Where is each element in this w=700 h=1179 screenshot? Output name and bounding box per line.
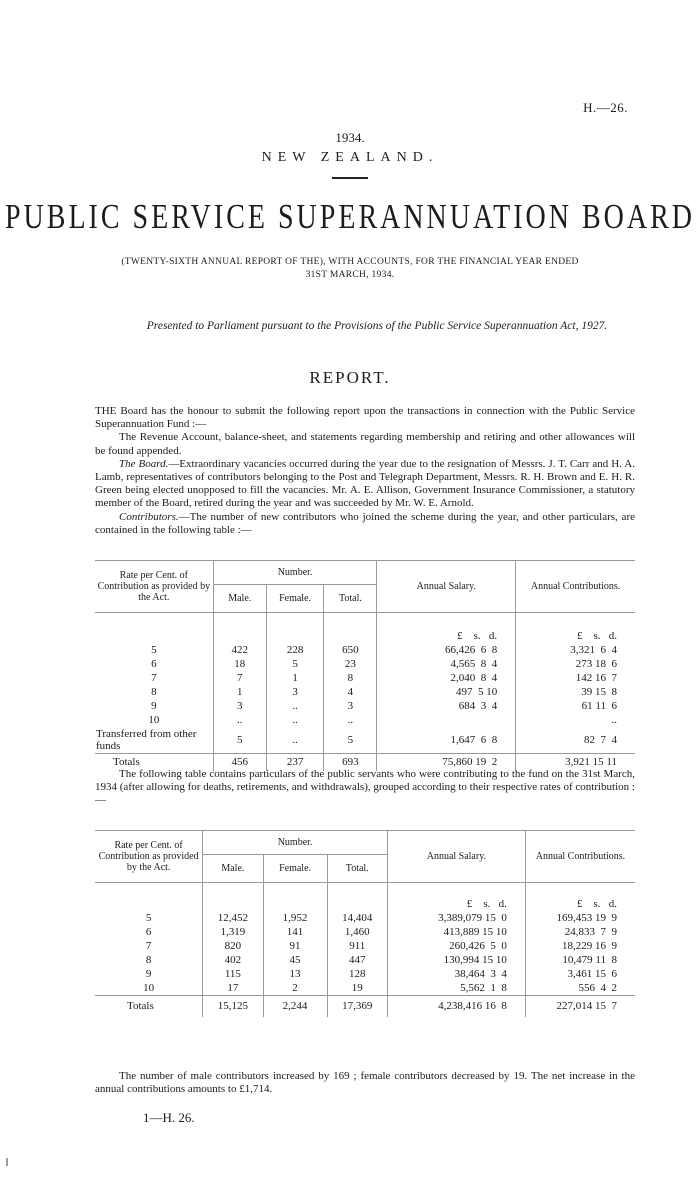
row-rate: 8 xyxy=(95,685,213,699)
paragraph-board-text: —Extraordinary vacancies occurred during the year due to the resignation of Messrs. J. T. Carr and H. A. Lamb, representatives of contributors belonging to the Post and Telegraph Department, Messrs. R. H. Brown and E. H. R. Green being elected unopposed to fill the vacancies. Mr. A. E. Allison, Government Insurance Commissioner, a statutory member of the Board, retired during the year and was succeeded by Mr. W. E. Arnold. xyxy=(95,457,635,510)
row-rate: 10 xyxy=(95,713,213,727)
row-male: 1,319 xyxy=(203,925,263,939)
table1-total-male: 456 xyxy=(213,753,266,771)
row-contrib: 39 15 8 xyxy=(581,685,617,698)
row-male: 402 xyxy=(203,953,263,967)
row-salary: 4,565 8 4 xyxy=(377,657,516,671)
table-row xyxy=(95,643,635,657)
row-contrib: 24,833 7 9 xyxy=(564,925,617,938)
table2-total-total: 17,369 xyxy=(327,995,387,1017)
row-salary xyxy=(377,713,516,727)
row-salary: 2,040 8 4 xyxy=(377,671,516,685)
table2-header-female: Female. xyxy=(263,855,327,883)
table1-header-contrib: Annual Contributions. xyxy=(530,581,621,592)
table2-total-label: Totals xyxy=(95,995,203,1017)
row-male: 12,452 xyxy=(203,911,263,925)
paragraph-table2-text: The following table contains particulars of the public servants who were contributing to the fund on the 31st March, 1934 (after allowing for deaths, retirements, and withdrawals), grouped according to their respective rates of contribution :— xyxy=(95,768,635,807)
row-contrib: 18,229 16 9 xyxy=(562,939,617,952)
row-female: .. xyxy=(266,699,323,713)
row-male: .. xyxy=(213,713,266,727)
row-rate: 9 xyxy=(95,967,203,981)
row-contrib: 556 4 2 xyxy=(578,981,617,994)
table2-header-contrib: Annual Contributions. xyxy=(535,851,626,862)
table1-header-female: Female. xyxy=(266,585,323,613)
table2-header-total: Total. xyxy=(327,855,387,883)
row-total: 447 xyxy=(327,953,387,967)
year: 1934. xyxy=(335,130,365,145)
row-female: 141 xyxy=(263,925,327,939)
table2-header-male: Male. xyxy=(203,855,263,883)
table-row xyxy=(95,939,635,953)
table2-header-number: Number. xyxy=(203,831,388,855)
row-female: 5 xyxy=(266,657,323,671)
row-salary: 3,389,079 15 0 xyxy=(387,911,525,925)
table1-header-salary: Annual Salary. xyxy=(377,561,516,613)
row-rate: 9 xyxy=(95,699,213,713)
row-female: 91 xyxy=(263,939,327,953)
row-female: 3 xyxy=(266,685,323,699)
table-row xyxy=(95,657,635,671)
row-rate: 10 xyxy=(95,981,203,996)
document-title: PUBLIC SERVICE SUPERANNUATION BOARD xyxy=(4,198,696,237)
document-reference: H.—26. xyxy=(583,100,628,115)
row-male: 5 xyxy=(213,727,266,754)
row-contrib: 3,321 6 4 xyxy=(570,643,617,656)
table1-unit-contrib: £ s. d. xyxy=(576,629,617,642)
row-male: 17 xyxy=(203,981,263,996)
row-rate: 7 xyxy=(95,939,203,953)
presented-note: Presented to Parliament pursuant to the Provisions of the Public Service Superannuation Act, 1927. xyxy=(146,320,608,332)
row-contrib: 142 16 7 xyxy=(575,671,617,684)
margin-mark xyxy=(6,1158,8,1166)
row-salary: 413,889 15 10 xyxy=(387,925,525,939)
table1-total-total: 693 xyxy=(324,753,377,771)
row-male: 18 xyxy=(213,657,266,671)
row-total: 911 xyxy=(327,939,387,953)
table2-unit-contrib: £ s. d. xyxy=(576,897,617,910)
row-male: 115 xyxy=(203,967,263,981)
table-row xyxy=(95,911,635,925)
table-row xyxy=(95,981,635,996)
row-rate: 5 xyxy=(95,911,203,925)
row-salary: 5,562 1 8 xyxy=(387,981,525,996)
table2-total-salary: 4,238,416 16 8 xyxy=(387,995,525,1017)
paragraph-summary-text: The number of male contributors increased by 169 ; female contributors decreased by 19. The net increase in the annual contributions amounts to £1,714. xyxy=(95,1070,635,1096)
row-female: 228 xyxy=(266,643,323,657)
row-contrib: 82 7 4 xyxy=(584,733,617,746)
row-rate: 5 xyxy=(95,643,213,657)
row-female: .. xyxy=(266,727,323,754)
table-row xyxy=(95,699,635,713)
row-contrib: 61 11 6 xyxy=(581,699,617,712)
row-salary: 1,647 6 8 xyxy=(377,727,516,754)
table-row xyxy=(95,953,635,967)
row-male: 422 xyxy=(213,643,266,657)
paragraph-summary xyxy=(95,1070,635,1096)
row-male: 820 xyxy=(203,939,263,953)
row-salary: 130,994 15 10 xyxy=(387,953,525,967)
table2-total-contrib: 227,014 15 7 xyxy=(525,995,635,1017)
table1-total-salary: 75,860 19 2 xyxy=(377,753,516,771)
table2-total-female: 2,244 xyxy=(263,995,327,1017)
table1-total-female: 237 xyxy=(266,753,323,771)
row-total: 14,404 xyxy=(327,911,387,925)
row-total: .. xyxy=(324,713,377,727)
document-subtitle: (TWENTY-SIXTH ANNUAL REPORT OF THE), WITH ACCOUNTS, FOR THE FINANCIAL YEAR ENDED 31ST MARCH, 1934. xyxy=(121,257,579,280)
table1-header-total: Total. xyxy=(324,585,377,613)
table-row xyxy=(95,925,635,939)
row-female: 1,952 xyxy=(263,911,327,925)
short-rule xyxy=(332,177,368,179)
table-row xyxy=(95,713,635,727)
paragraph-contributors-lead: Contributors. xyxy=(119,510,179,523)
country-name: NEW ZEALAND. xyxy=(261,150,439,165)
table-row xyxy=(95,727,635,754)
row-salary: 684 3 4 xyxy=(377,699,516,713)
row-salary: 497 5 10 xyxy=(377,685,516,699)
row-rate: Transferred from other funds xyxy=(95,727,213,754)
table-row xyxy=(95,967,635,981)
row-total: 23 xyxy=(324,657,377,671)
table2-header-rate: Rate per Cent. of Contribution as provided by the Act. xyxy=(95,831,203,883)
row-rate: 8 xyxy=(95,953,203,967)
row-rate: 6 xyxy=(95,925,203,939)
row-salary: 38,464 3 4 xyxy=(387,967,525,981)
row-total: 5 xyxy=(324,727,377,754)
row-male: 7 xyxy=(213,671,266,685)
paragraph-intro-text: THE Board has the honour to submit the following report upon the transactions in connection with the Public Service Superannuation Fund :— xyxy=(95,405,635,431)
table2-total-male: 15,125 xyxy=(203,995,263,1017)
row-female: 2 xyxy=(263,981,327,996)
paragraph-contributors-text: —The number of new contributors who joined the scheme during the year, and other particulars, are contained in the following table :— xyxy=(95,510,635,536)
row-contrib: 3,461 15 6 xyxy=(567,967,617,980)
table1-header-number: Number. xyxy=(213,561,377,585)
row-male: 1 xyxy=(213,685,266,699)
paragraph-intro xyxy=(95,405,635,537)
row-salary: 260,426 5 0 xyxy=(387,939,525,953)
row-contrib: 10,479 11 8 xyxy=(562,953,617,966)
page-footer: 1—H. 26. xyxy=(143,1110,195,1125)
report-heading: REPORT. xyxy=(309,368,391,387)
table2-unit-salary: £ s. d. xyxy=(387,883,525,911)
row-total: 3 xyxy=(324,699,377,713)
row-female: 45 xyxy=(263,953,327,967)
table1-header-male: Male. xyxy=(213,585,266,613)
table1-header-rate: Rate per Cent. of Contribution as provided by the Act. xyxy=(95,561,213,613)
row-male: 3 xyxy=(213,699,266,713)
paragraph-table2-intro xyxy=(95,768,635,808)
row-total: 4 xyxy=(324,685,377,699)
row-total: 650 xyxy=(324,643,377,657)
paragraph-accounts-text: The Revenue Account, balance-sheet, and statements regarding membership and retiring and other allowances will be found appended. xyxy=(95,431,635,457)
table-row xyxy=(95,671,635,685)
row-total: 8 xyxy=(324,671,377,685)
row-female: 13 xyxy=(263,967,327,981)
row-contrib: 273 18 6 xyxy=(575,657,617,670)
row-contrib: .. xyxy=(611,713,617,726)
paragraph-board-lead: The Board. xyxy=(119,457,169,470)
row-total: 19 xyxy=(327,981,387,996)
row-rate: 6 xyxy=(95,657,213,671)
row-female: 1 xyxy=(266,671,323,685)
table1-total-label: Totals xyxy=(95,753,213,771)
row-rate: 7 xyxy=(95,671,213,685)
table1-unit-salary: £ s. d. xyxy=(377,613,516,643)
current-contributors-table xyxy=(95,830,635,1017)
new-contributors-table xyxy=(95,560,635,771)
table-row xyxy=(95,685,635,699)
table2-header-salary: Annual Salary. xyxy=(387,831,525,883)
row-total: 1,460 xyxy=(327,925,387,939)
table1-total-contrib: 3,921 15 11 xyxy=(516,753,635,771)
row-contrib: 169,453 19 9 xyxy=(556,911,617,924)
row-total: 128 xyxy=(327,967,387,981)
row-salary: 66,426 6 8 xyxy=(377,643,516,657)
row-female: .. xyxy=(266,713,323,727)
